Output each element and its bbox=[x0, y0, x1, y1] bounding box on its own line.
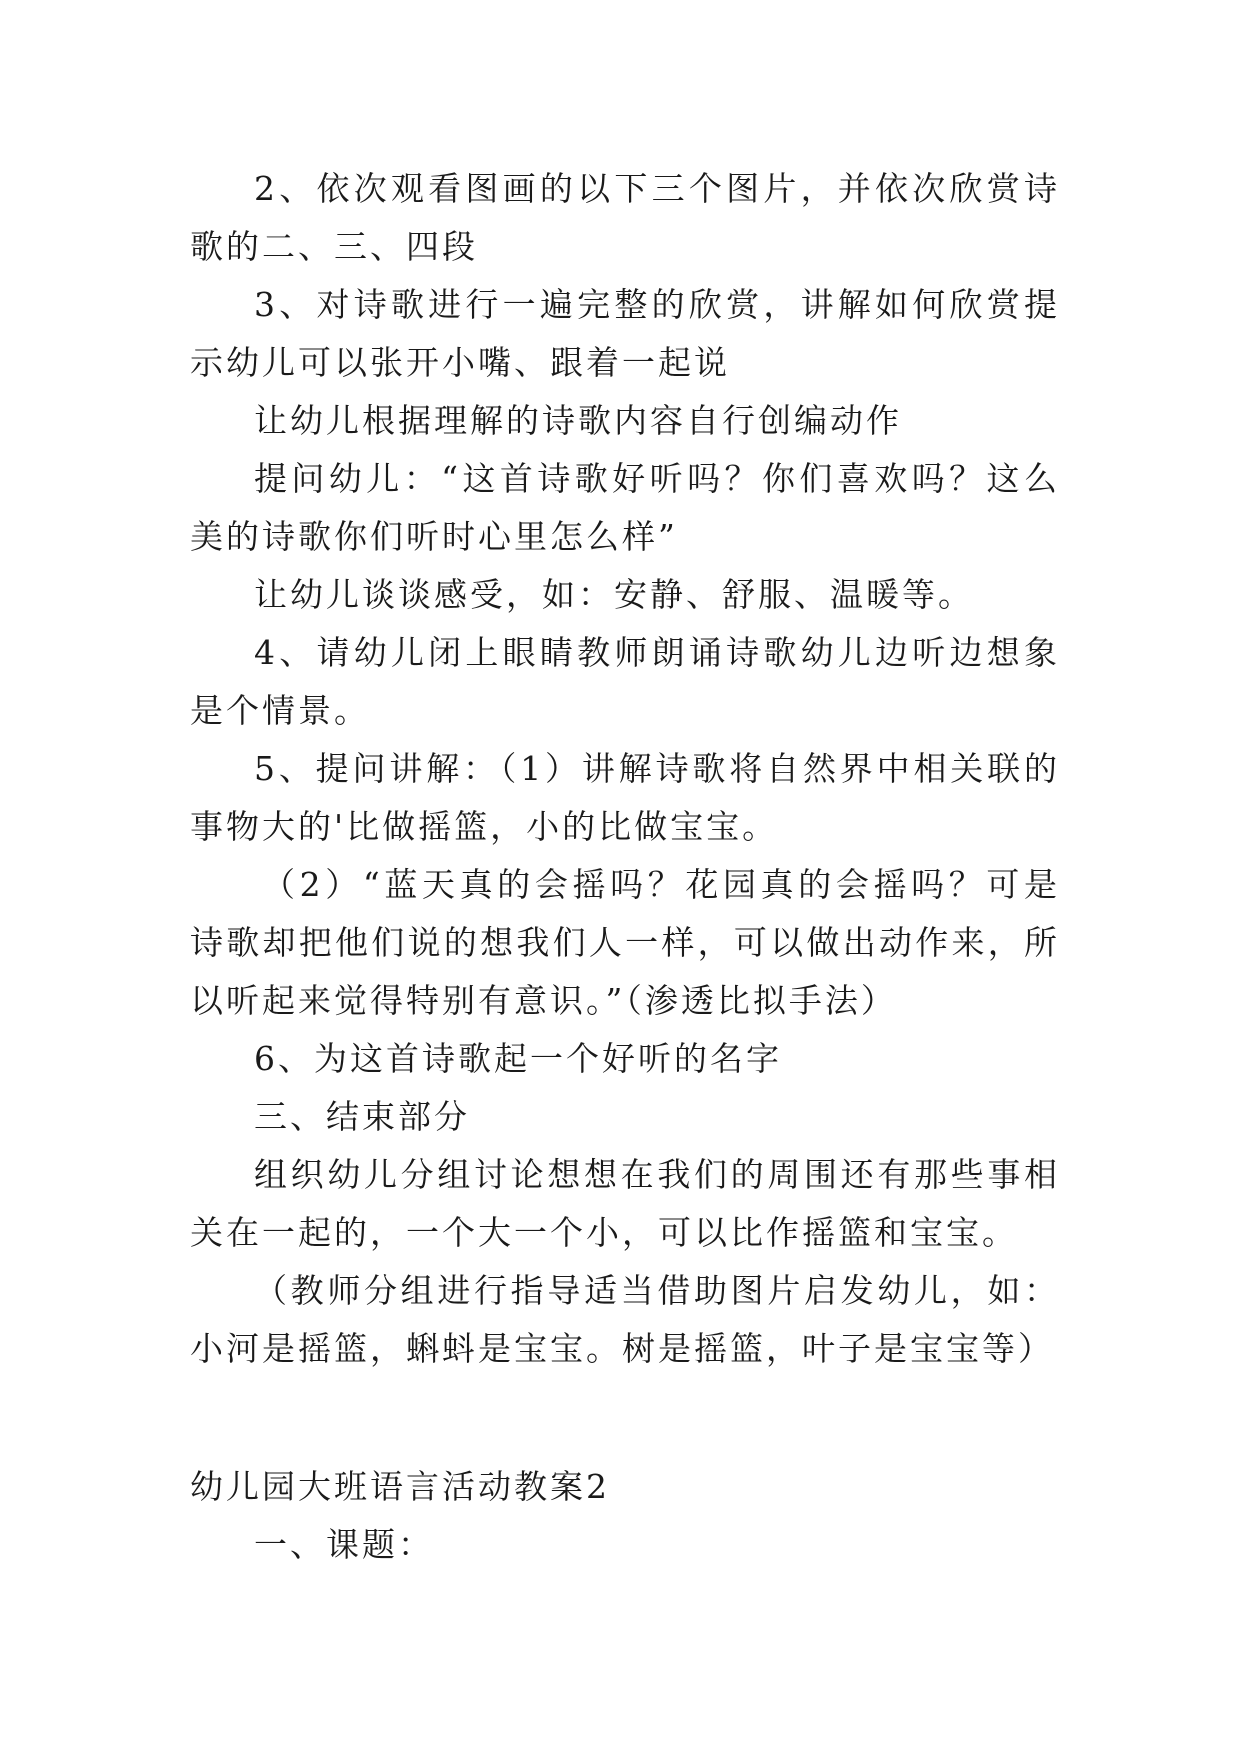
paragraph-question: 提问幼儿：“这首诗歌好听吗？你们喜欢吗？这么美的诗歌你们听时心里怎么样” bbox=[190, 459, 1060, 556]
paragraph-group-discussion: 组织幼儿分组讨论想想在我们的周围还有那些事相关在一起的，一个大一个小，可以比作摇篮和宝宝。 bbox=[190, 1155, 1060, 1252]
paragraph-step-5-2: （2）“蓝天真的会摇吗？花园真的会摇吗？可是诗歌却把他们说的想我们人一样，可以做出动作来，所以听起来觉得特别有意识。”（渗透比拟手法） bbox=[190, 865, 1060, 1020]
paragraph-step-4: 4、请幼儿闭上眼睛教师朗诵诗歌幼儿边听边想象是个情景。 bbox=[190, 633, 1060, 730]
paragraph-create-actions: 让幼儿根据理解的诗歌内容自行创编动作 bbox=[254, 401, 902, 440]
paragraph-step-3: 3、对诗歌进行一遍完整的欣赏，讲解如何欣赏提示幼儿可以张开小嘴、跟着一起说 bbox=[190, 285, 1060, 382]
paragraph-feelings: 让幼儿谈谈感受，如：安静、舒服、温暖等。 bbox=[254, 575, 974, 614]
paragraph-step-5: 5、提问讲解：（1）讲解诗歌将自然界中相关联的事物大的'比做摇篮，小的比做宝宝。 bbox=[190, 749, 1060, 846]
paragraph-step-2: 2、依次观看图画的以下三个图片，并依次欣赏诗歌的二、三、四段 bbox=[190, 169, 1060, 266]
section-title: 幼儿园大班语言活动教案2 bbox=[190, 1467, 610, 1506]
paragraph-step-6: 6、为这首诗歌起一个好听的名字 bbox=[254, 1039, 782, 1078]
document-body bbox=[190, 160, 1060, 1574]
paragraph-ending-heading: 三、结束部分 bbox=[254, 1097, 470, 1136]
paragraph-teacher-guidance: （教师分组进行指导适当借助图片启发幼儿，如：小河是摇篮，蝌蚪是宝宝。树是摇篮，叶子是宝宝等） bbox=[190, 1271, 1060, 1368]
section-item-topic: 一、课题： bbox=[254, 1525, 434, 1564]
